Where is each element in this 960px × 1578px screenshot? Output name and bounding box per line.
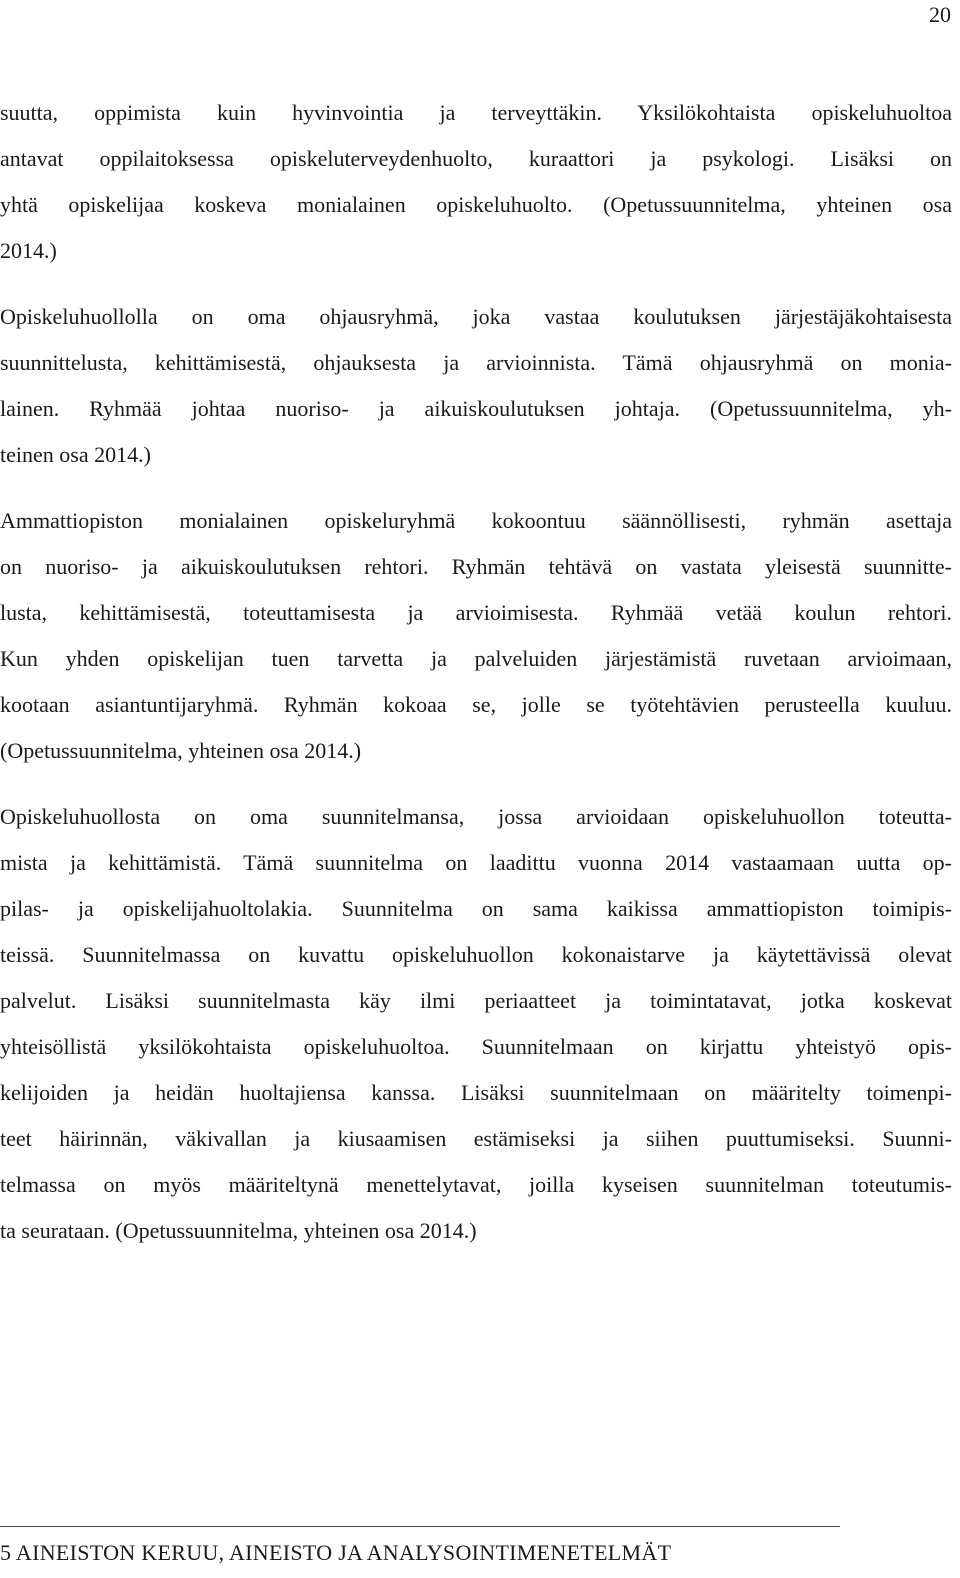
text-line: yhtä opiskelijaa koskeva monialainen opiskeluhuolto. (Opetussuunnitelma, yhteinen osa bbox=[0, 192, 952, 217]
page-footer bbox=[0, 1538, 960, 1568]
text-line: Opiskeluhuollosta on oma suunnitelmansa, jossa arvioidaan opiskeluhuollon toteutta- bbox=[0, 804, 952, 829]
text-line: (Opetussuunnitelma, yhteinen osa 2014.) bbox=[0, 738, 362, 763]
text-line: pilas- ja opiskelijahuoltolakia. Suunnitelma on sama kaikissa ammattiopiston toimipis- bbox=[0, 896, 952, 921]
text-line: Opiskeluhuollolla on oma ohjausryhmä, joka vastaa koulutuksen järjestäjäkohtaisesta bbox=[0, 304, 952, 329]
text-line: telmassa on myös määriteltynä menettelytavat, joilla kyseisen suunnitelman toteutumis- bbox=[0, 1172, 952, 1197]
chapter-title: 5 AINEISTON KERUU, AINEISTO JA ANALYSOINTIMENETELMÄT bbox=[0, 1540, 672, 1565]
text-line: teissä. Suunnitelmassa on kuvattu opiskeluhuollon kokonaistarve ja käytettävissä olevat bbox=[0, 942, 952, 967]
document-body bbox=[0, 90, 952, 1274]
footer-divider bbox=[0, 1526, 840, 1527]
text-line: kelijoiden ja heidän huoltajiensa kanssa. Lisäksi suunnitelmaan on määritelty toimenpi- bbox=[0, 1080, 952, 1105]
text-line: palvelut. Lisäksi suunnitelmasta käy ilmi periaatteet ja toimintatavat, jotka koskevat bbox=[0, 988, 952, 1013]
page-number: 20 bbox=[929, 2, 951, 27]
paragraph bbox=[0, 498, 952, 774]
text-line: kootaan asiantuntijaryhmä. Ryhmän kokoaa se, jolle se työtehtävien perusteella kuuluu. bbox=[0, 692, 952, 717]
text-line: lusta, kehittämisestä, toteuttamisesta ja arvioimisesta. Ryhmää vetää koulun rehtori. bbox=[0, 600, 952, 625]
text-line: ta seurataan. (Opetussuunnitelma, yhteinen osa 2014.) bbox=[0, 1218, 477, 1243]
text-line: yhteisöllistä yksilökohtaista opiskeluhuoltoa. Suunnitelmaan on kirjattu yhteistyö opis- bbox=[0, 1034, 952, 1059]
text-line: antavat oppilaitoksessa opiskeluterveydenhuolto, kuraattori ja psykologi. Lisäksi on bbox=[0, 146, 952, 171]
text-line: teet häirinnän, väkivallan ja kiusaamisen estämiseksi ja siihen puuttumiseksi. Suunni- bbox=[0, 1126, 952, 1151]
text-line: mista ja kehittämistä. Tämä suunnitelma on laadittu vuonna 2014 vastaamaan uutta op- bbox=[0, 850, 952, 875]
paragraph bbox=[0, 90, 952, 274]
text-line: on nuoriso- ja aikuiskoulutuksen rehtori. Ryhmän tehtävä on vastata yleisestä suunnitte- bbox=[0, 554, 952, 579]
text-line: Kun yhden opiskelijan tuen tarvetta ja palveluiden järjestämistä ruvetaan arvioimaan, bbox=[0, 646, 952, 671]
paragraph bbox=[0, 294, 952, 478]
text-line: 2014.) bbox=[0, 238, 57, 263]
paragraph bbox=[0, 794, 952, 1254]
text-line: suutta, oppimista kuin hyvinvointia ja terveyttäkin. Yksilökohtaista opiskeluhuoltoa bbox=[0, 100, 952, 125]
text-line: suunnittelusta, kehittämisestä, ohjauksesta ja arvioinnista. Tämä ohjausryhmä on monia- bbox=[0, 350, 952, 375]
text-line: Ammattiopiston monialainen opiskeluryhmä kokoontuu säännöllisesti, ryhmän asettaja bbox=[0, 508, 952, 533]
text-line: teinen osa 2014.) bbox=[0, 442, 151, 467]
text-line: lainen. Ryhmää johtaa nuoriso- ja aikuiskoulutuksen johtaja. (Opetussuunnitelma, yh- bbox=[0, 396, 952, 421]
